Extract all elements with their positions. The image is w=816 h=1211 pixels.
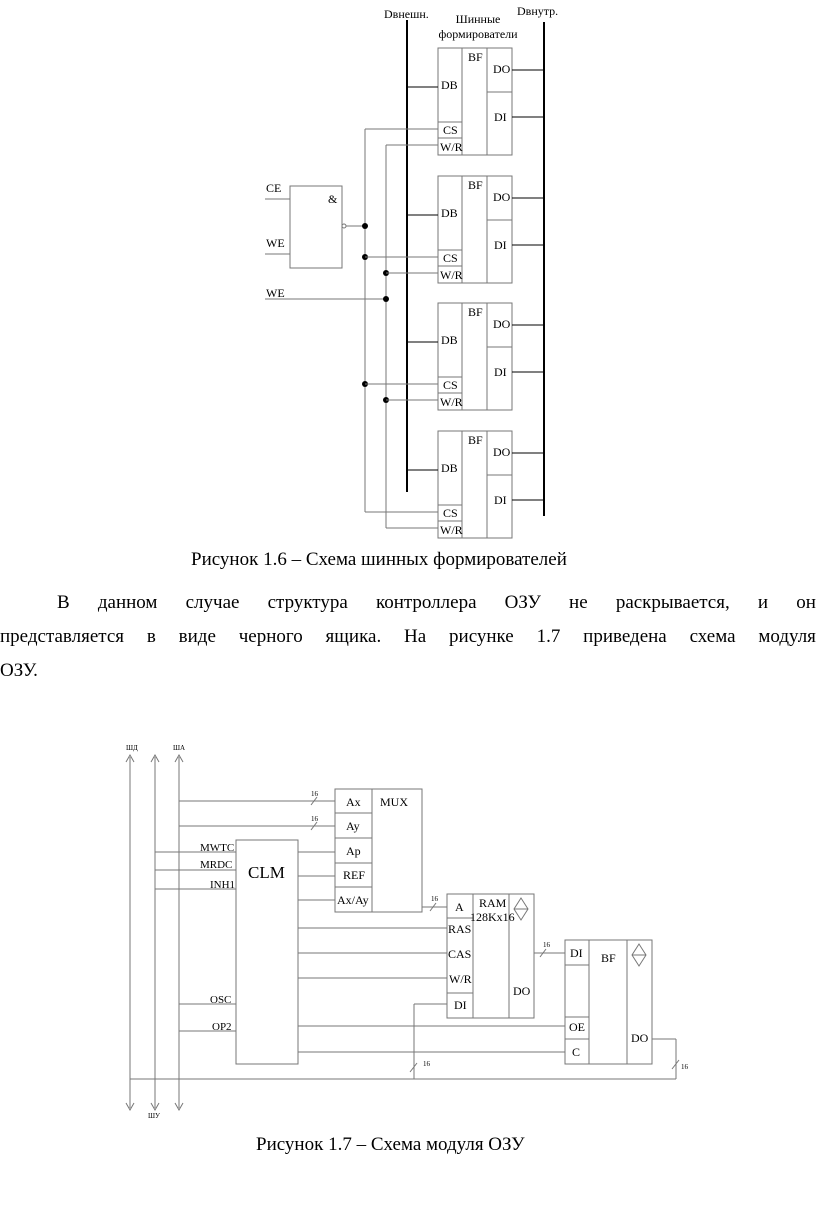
control-bus-label: ШУ — [148, 1112, 161, 1120]
svg-text:DO: DO — [493, 190, 511, 204]
buffers-title-line1: Шинные — [455, 12, 501, 26]
junction-dot — [383, 296, 389, 302]
clm-block — [236, 840, 298, 1064]
figure-1-6-caption: Рисунок 1.6 – Схема шинных формирователей — [191, 549, 567, 570]
paragraph-line-2: представляется в виде черного ящика. На рисунке 1.7 приведена схема модуля — [0, 626, 816, 647]
svg-text:W/R: W/R — [440, 140, 463, 154]
we-label: WE — [266, 286, 285, 300]
bus-width-label: 16 — [431, 895, 438, 903]
svg-text:DO: DO — [493, 62, 511, 76]
ram-block — [447, 894, 534, 1018]
svg-text:W/R: W/R — [440, 523, 463, 537]
bus-width-label: 16 — [543, 941, 550, 949]
d-int-label: Dвнутр. — [517, 4, 559, 18]
bus-width-label: 16 — [423, 1060, 430, 1068]
bf-block — [565, 940, 652, 1064]
svg-text:CS: CS — [443, 251, 458, 265]
svg-text:DI: DI — [494, 238, 507, 252]
svg-text:DI: DI — [494, 365, 507, 379]
svg-text:BF: BF — [468, 50, 483, 64]
we-label-gate: WE — [266, 236, 285, 250]
mux-axay: Ax/Ay — [337, 893, 369, 907]
buffer-block — [365, 303, 544, 410]
bus-width-label: 16 — [681, 1063, 688, 1071]
svg-text:DB: DB — [441, 333, 458, 347]
mrdc-label: MRDC — [200, 859, 233, 871]
mwtc-label: MWTC — [200, 842, 235, 854]
d-ext-label: Dвнешн. — [384, 7, 429, 21]
buffer-block — [365, 48, 544, 155]
bus-width-label: 16 — [311, 790, 318, 798]
ram-a: A — [455, 900, 464, 914]
mux-ref: REF — [343, 868, 366, 882]
ram-ras: RAS — [448, 922, 472, 936]
ram-wr: W/R — [449, 972, 472, 986]
bidirectional-icon — [632, 944, 646, 966]
ram-label: RAM — [479, 896, 507, 910]
inversion-bubble — [342, 224, 346, 228]
svg-text:CS: CS — [443, 123, 458, 137]
bf-oe: OE — [569, 1020, 585, 1034]
bf-do: DO — [631, 1031, 649, 1045]
ram-cas: CAS — [448, 947, 472, 961]
bidirectional-icon — [514, 898, 528, 920]
bf-di: DI — [570, 946, 583, 960]
address-bus-label: ША — [173, 744, 186, 752]
svg-text:CS: CS — [443, 506, 458, 520]
svg-text:DB: DB — [441, 78, 458, 92]
figure-bus-buffers — [0, 0, 816, 560]
bf-label: BF — [601, 951, 616, 965]
body-paragraph — [0, 586, 816, 688]
svg-text:W/R: W/R — [440, 395, 463, 409]
svg-text:BF: BF — [468, 433, 483, 447]
clm-label: CLM — [248, 863, 285, 882]
mux-ax: Ax — [346, 795, 361, 809]
buffer-block — [365, 431, 544, 538]
buffer-block — [365, 176, 544, 283]
op2-label: OP2 — [212, 1021, 232, 1033]
mux-block — [335, 789, 422, 912]
data-bus-label: ШД — [126, 744, 138, 752]
mux-label: MUX — [380, 795, 409, 809]
svg-text:W/R: W/R — [440, 268, 463, 282]
svg-text:DI: DI — [494, 110, 507, 124]
bf-c: C — [572, 1045, 581, 1059]
ram-di: DI — [454, 998, 467, 1012]
and-gate-symbol: & — [328, 192, 338, 206]
ram-do: DO — [513, 984, 531, 998]
mux-ay: Ay — [346, 819, 360, 833]
svg-text:CS: CS — [443, 378, 458, 392]
inh1-label: INH1 — [210, 879, 236, 891]
osc-label: OSC — [210, 994, 232, 1006]
buffers-title-line2: формирователи — [438, 27, 518, 41]
ram-size-label: 128Kx16 — [470, 910, 515, 924]
svg-text:BF: BF — [468, 178, 483, 192]
paragraph-line-1: В данном случае структура контроллера ОЗУ не раскрывается, и он — [57, 592, 816, 613]
ce-label: CE — [266, 181, 282, 195]
svg-text:DO: DO — [493, 317, 511, 331]
figure-1-7-caption: Рисунок 1.7 – Схема модуля ОЗУ — [256, 1134, 525, 1155]
bus-width-label: 16 — [311, 815, 318, 823]
svg-text:DI: DI — [494, 493, 507, 507]
svg-text:DB: DB — [441, 206, 458, 220]
paragraph-line-3: ОЗУ. — [0, 660, 38, 681]
mux-ap: Ap — [346, 844, 361, 858]
junction-dot — [362, 223, 368, 229]
svg-text:DB: DB — [441, 461, 458, 475]
svg-text:DO: DO — [493, 445, 511, 459]
svg-text:BF: BF — [468, 305, 483, 319]
